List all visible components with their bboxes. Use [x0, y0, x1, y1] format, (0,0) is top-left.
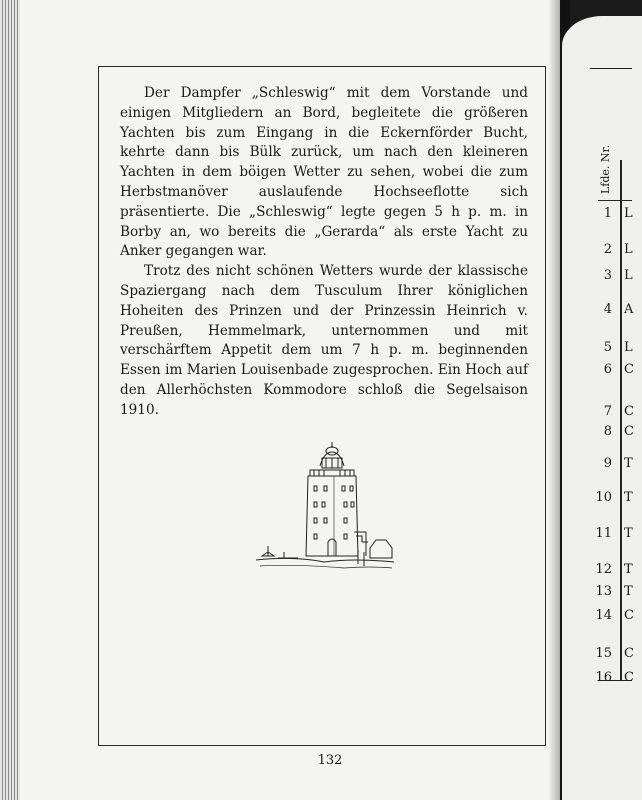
- row-text-fragment: C: [624, 608, 634, 623]
- facing-page-row: [595, 526, 633, 542]
- tower-illustration: [254, 436, 396, 572]
- facing-page-row: [598, 206, 632, 222]
- row-text-fragment: C: [624, 404, 634, 419]
- row-number: 6: [603, 362, 612, 377]
- row-text-fragment: T: [624, 456, 633, 471]
- row-number: 2: [603, 242, 612, 257]
- paragraph-2: Trotz des nicht schönen Wetters wurde der klassische Spaziergang nach dem Tusculum Ihrer königlichen Hoheiten des Prinzen und der Prinzessin Heinrich v. Preußen, Hemmelmark, unternommen und mit verschärftem Appetit dem um 7 h p. m. beginnenden Essen im Marien Louisenbade zugesprochen. Ein Hoch auf den Allerhöchsten Kommodore schloß die Segelsaison 1910.: [120, 263, 528, 418]
- paragraph-1: Der Dampfer „Schleswig“ mit dem Vorstande und einigen Mitgliedern an Bord, begleitete die größeren Yachten bis zum Eingang in die Eckernförder Bucht, kehrte dann bis Bülk zurück, um nach den kleineren Yachten in dem böigen Wetter zu sehen, wobei die zum Herbstmanöver auslaufende Hochseeflotte sich präsentierte. Die „Schleswig“ legte gegen 5 h p. m. in Borby an, wo bereits die „Gerarda“ als erste Yacht zu Anker gegangen war.: [120, 85, 528, 260]
- row-text-fragment: C: [624, 646, 634, 661]
- facing-page-row: [598, 404, 632, 420]
- facing-page-row: [595, 646, 634, 662]
- row-number: 13: [595, 584, 612, 599]
- row-number: 4: [603, 302, 612, 317]
- row-number: 10: [595, 490, 612, 505]
- row-text-fragment: L: [624, 268, 633, 283]
- facing-page-column-rule: [620, 160, 622, 680]
- facing-page-row: [595, 490, 633, 506]
- facing-page-row: [598, 302, 632, 318]
- facing-page-row: [598, 340, 632, 356]
- row-number: 9: [603, 456, 612, 471]
- row-number: 15: [595, 646, 612, 661]
- body-text: [120, 84, 528, 421]
- facing-page-row: [595, 608, 634, 624]
- row-text-fragment: T: [624, 562, 633, 577]
- row-number: 16: [595, 670, 612, 685]
- row-number: 1: [603, 206, 612, 221]
- row-text-fragment: T: [624, 526, 633, 541]
- facing-page-row: [595, 584, 633, 600]
- row-text-fragment: C: [624, 362, 634, 377]
- facing-page-row: [595, 562, 633, 578]
- row-text-fragment: A: [624, 302, 634, 317]
- facing-page-top-rule: [590, 68, 632, 69]
- row-text-fragment: T: [624, 584, 633, 599]
- row-number: 7: [603, 404, 612, 419]
- row-number: 12: [595, 562, 612, 577]
- facing-page-row: [598, 362, 632, 378]
- row-number: 8: [603, 424, 612, 439]
- facing-page-row: [598, 242, 632, 258]
- row-text-fragment: T: [624, 490, 633, 505]
- facing-page-row: [598, 424, 632, 440]
- row-text-fragment: C: [624, 670, 634, 685]
- row-number: 14: [595, 608, 612, 623]
- facing-page-header-rule: [598, 200, 632, 201]
- row-text-fragment: C: [624, 424, 634, 439]
- row-text-fragment: L: [624, 242, 633, 257]
- row-number: 11: [595, 526, 612, 541]
- facing-page-row: [598, 268, 632, 284]
- row-number: 5: [603, 340, 612, 355]
- facing-page-row: [598, 456, 632, 472]
- facing-page-row: [595, 670, 634, 686]
- row-number: 3: [603, 268, 612, 283]
- row-text-fragment: L: [624, 340, 633, 355]
- page-number: 132: [317, 753, 343, 768]
- book-page-edges: [0, 0, 20, 800]
- facing-page-column-header: [599, 176, 612, 194]
- row-text-fragment: L: [624, 206, 633, 221]
